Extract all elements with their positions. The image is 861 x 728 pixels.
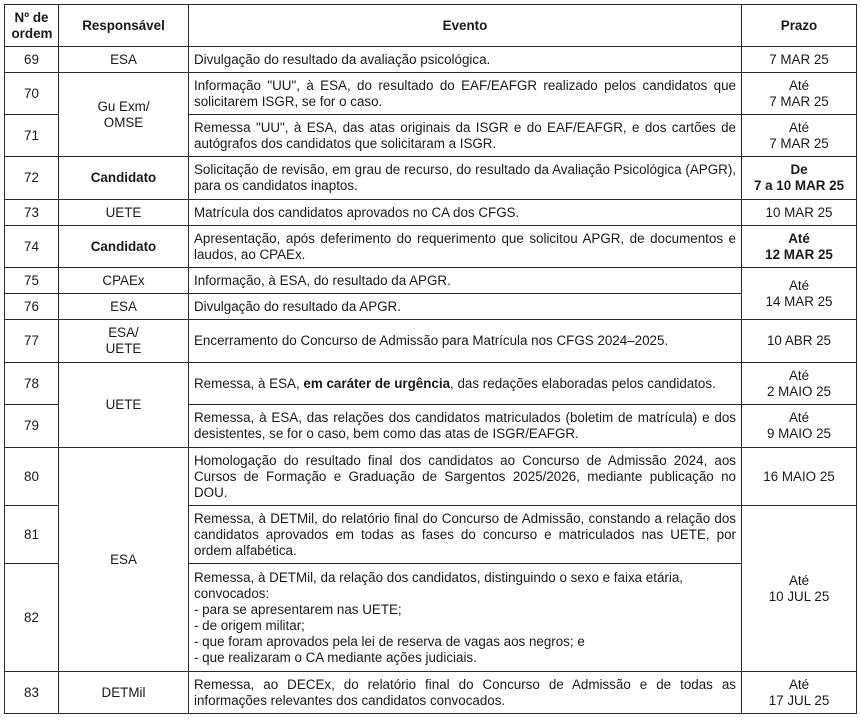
row-number: 83 — [5, 672, 59, 714]
row-number: 77 — [5, 320, 59, 363]
event-cell: Remessa, à DETMil, da relação dos candidatos, distinguindo o sexo e faixa etária, convocados: - para se apresentarem nas UETE; - de origem militar; - que foram aprovados pela lei de reserva de vagas aos negros; e - que realizaram o CA mediante ações judiciais. — [189, 564, 742, 672]
deadline-cell: Até 10 JUL 25 — [742, 506, 857, 672]
deadline-cell: Até 14 MAR 25 — [742, 268, 857, 320]
event-cell: Apresentação, após deferimento do requerimento que solicitou APGR, de documentos e laudos, ao CPAEx. — [189, 226, 742, 268]
table-row — [5, 47, 857, 73]
deadline-cell: De 7 a 10 MAR 25 — [742, 157, 857, 200]
event-cell: Informação "UU", à ESA, do resultado do EAF/EAFGR realizado pelos candidatos que solicitarem ISGR, se for o caso. — [189, 73, 742, 115]
header-prazo: Prazo — [742, 5, 857, 47]
row-number: 76 — [5, 294, 59, 320]
header-ordem: Nº de ordem — [5, 5, 59, 47]
event-cell: Encerramento do Concurso de Admissão para Matrícula nos CFGS 2024–2025. — [189, 320, 742, 363]
deadline-cell: Até 7 MAR 25 — [742, 73, 857, 115]
table-row — [5, 363, 857, 405]
table-row — [5, 73, 857, 115]
responsible-cell: CPAEx — [59, 268, 189, 294]
row-number: 75 — [5, 268, 59, 294]
deadline-cell: Até 17 JUL 25 — [742, 672, 857, 714]
deadline-cell: 16 MAIO 25 — [742, 448, 857, 506]
row-number: 74 — [5, 226, 59, 268]
event-cell: Remessa "UU", à ESA, das atas originais da ISGR e do EAF/EAFGR, e dos cartões de autógrafos dos candidatos que solicitaram a ISGR. — [189, 115, 742, 157]
event-cell: Informação, à ESA, do resultado da APGR. — [189, 268, 742, 294]
row-number: 79 — [5, 405, 59, 448]
event-text: , das redações elaboradas pelos candidatos. — [450, 375, 716, 391]
responsible-cell: Candidato — [59, 226, 189, 268]
event-cell: Divulgação do resultado da APGR. — [189, 294, 742, 320]
event-text: Remessa, à ESA, — [194, 375, 304, 391]
schedule-table — [4, 4, 857, 714]
deadline-cell: 10 MAR 25 — [742, 200, 857, 226]
table-row — [5, 268, 857, 294]
table-row — [5, 448, 857, 506]
table-row — [5, 294, 857, 320]
event-cell: Matrícula dos candidatos aprovados no CA dos CFGS. — [189, 200, 742, 226]
row-number: 78 — [5, 363, 59, 405]
row-number: 73 — [5, 200, 59, 226]
responsible-cell: UETE — [59, 363, 189, 448]
row-number: 72 — [5, 157, 59, 200]
row-number: 80 — [5, 448, 59, 506]
header-evento: Evento — [189, 5, 742, 47]
deadline-cell: Até 9 MAIO 25 — [742, 405, 857, 448]
event-cell: Solicitação de revisão, em grau de recurso, do resultado da Avaliação Psicológica (APGR), para os candidatos inaptos. — [189, 157, 742, 200]
deadline-cell: Até 2 MAIO 25 — [742, 363, 857, 405]
table-row — [5, 200, 857, 226]
table-row — [5, 672, 857, 714]
header-responsavel: Responsável — [59, 5, 189, 47]
row-number: 81 — [5, 506, 59, 564]
row-number: 71 — [5, 115, 59, 157]
responsible-cell: ESA/ UETE — [59, 320, 189, 363]
responsible-cell: Gu Exm/ OMSE — [59, 73, 189, 157]
table-row — [5, 226, 857, 268]
responsible-cell: DETMil — [59, 672, 189, 714]
row-number: 70 — [5, 73, 59, 115]
event-cell: Divulgação do resultado da avaliação psicológica. — [189, 47, 742, 73]
event-cell — [189, 363, 742, 405]
deadline-cell: Até 12 MAR 25 — [742, 226, 857, 268]
deadline-cell: Até 7 MAR 25 — [742, 115, 857, 157]
event-cell: Remessa, à ESA, das relações dos candidatos matriculados (boletim de matrícula) e dos desistentes, se for o caso, bem como das atas de ISGR/EAFGR. — [189, 405, 742, 448]
responsible-cell: UETE — [59, 200, 189, 226]
row-number: 82 — [5, 564, 59, 672]
urgency-emphasis: em caráter de urgência — [303, 375, 451, 391]
responsible-cell: ESA — [59, 448, 189, 672]
responsible-cell: ESA — [59, 47, 189, 73]
row-number: 69 — [5, 47, 59, 73]
event-cell: Homologação do resultado final dos candidatos ao Concurso de Admissão 2024, aos Cursos de Formação e Graduação de Sargentos 2025/2026, mediante publicação no DOU. — [189, 448, 742, 506]
deadline-cell: 10 ABR 25 — [742, 320, 857, 363]
responsible-cell: ESA — [59, 294, 189, 320]
table-row — [5, 320, 857, 363]
event-cell: Remessa, à DETMil, do relatório final do Concurso de Admissão, constando a relação dos candidatos aprovados em todas as fases do concurso e matriculados nas UETE, por ordem alfabética. — [189, 506, 742, 564]
table-row — [5, 157, 857, 200]
responsible-cell: Candidato — [59, 157, 189, 200]
deadline-cell: 7 MAR 25 — [742, 47, 857, 73]
event-cell: Remessa, ao DECEx, do relatório final do Concurso de Admissão e de todas as informações relevantes dos candidatos convocados. — [189, 672, 742, 714]
table-header-row — [5, 5, 857, 47]
